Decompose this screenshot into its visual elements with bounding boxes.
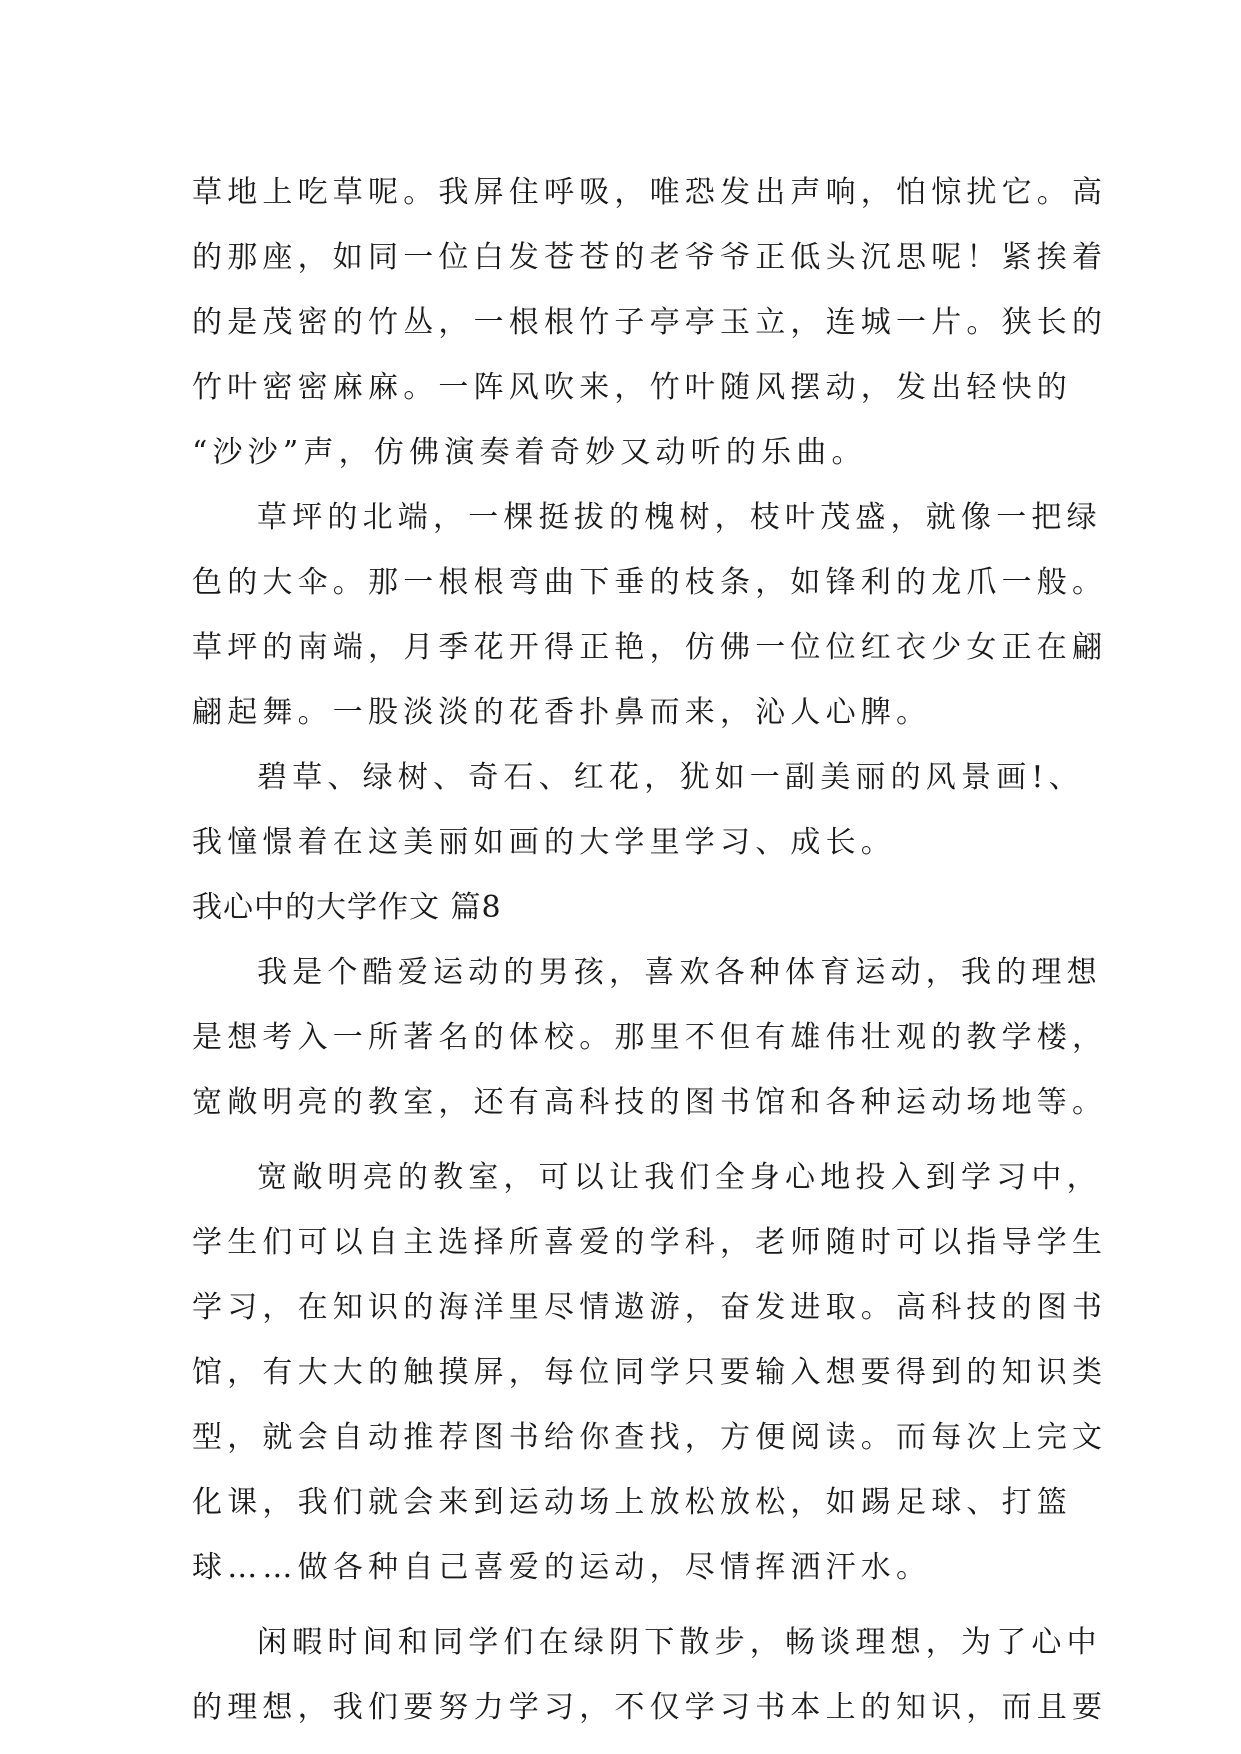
text-line: 型，就会自动推荐图书给你查找，方便阅读。而每次上完文 (192, 1420, 1108, 1455)
text-line: 草坪的南端，月季花开得正艳，仿佛一位位红衣少女正在翩 (192, 630, 1108, 665)
paragraph-gap (192, 1135, 1072, 1145)
text-line: 的是茂密的竹丛，一根根竹子亭亭玉立，连城一片。狭长的 (192, 305, 1108, 340)
text-line: 学习，在知识的海洋里尽情遨游，奋发进取。高科技的图书 (192, 1290, 1108, 1325)
section-heading: 我心中的大学作文 篇8 (192, 890, 502, 925)
text-line: 竹叶密密麻麻。一阵风吹来，竹叶随风摆动，发出轻快的 (192, 370, 1072, 405)
text-line: 翩起舞。一股淡淡的花香扑鼻而来，沁人心脾。 (192, 695, 932, 730)
text-line: 馆，有大大的触摸屏，每位同学只要输入想要得到的知识类 (192, 1355, 1108, 1390)
text-line: 宽敞明亮的教室，可以让我们全身心地投入到学习中， (257, 1160, 1102, 1195)
text-line: 化课，我们就会来到运动场上放松放松，如踢足球、打篮 (192, 1485, 1072, 1520)
text-line: 学生们可以自主选择所喜爱的学科，老师随时可以指导学生 (192, 1225, 1108, 1260)
text-line: 宽敞明亮的教室，还有高科技的图书馆和各种运动场地等。 (192, 1085, 1108, 1120)
text-line: 是想考入一所著名的体校。那里不但有雄伟壮观的教学楼， (192, 1020, 1108, 1055)
text-line: 我憧憬着在这美丽如画的大学里学习、成长。 (192, 825, 896, 860)
text-line: 的那座，如同一位白发苍苍的老爷爷正低头沉思呢！紧挨着 (192, 240, 1108, 275)
text-line: 的理想，我们要努力学习，不仅学习书本上的知识，而且要 (192, 1690, 1108, 1725)
paragraph-gap (192, 1600, 1072, 1610)
text-line: 草地上吃草呢。我屏住呼吸，唯恐发出声响，怕惊扰它。高 (192, 175, 1108, 210)
text-line: 我是个酷爱运动的男孩，喜欢各种体育运动，我的理想 (257, 955, 1102, 990)
text-line: 球……做各种自己喜爱的运动，尽情挥洒汗水。 (192, 1550, 932, 1585)
document-body (192, 160, 1108, 1740)
text-line: 色的大伞。那一根根弯曲下垂的枝条，如锋利的龙爪一般。 (192, 565, 1108, 600)
text-line: 草坪的北端，一棵挺拔的槐树，枝叶茂盛，就像一把绿 (257, 500, 1102, 535)
text-line: 碧草、绿树、奇石、红花，犹如一副美丽的风景画!、 (257, 760, 1084, 795)
text-line: 闲暇时间和同学们在绿阴下散步，畅谈理想，为了心中 (257, 1625, 1102, 1660)
text-line: “沙沙”声，仿佛演奏着奇妙又动听的乐曲。 (192, 435, 867, 470)
